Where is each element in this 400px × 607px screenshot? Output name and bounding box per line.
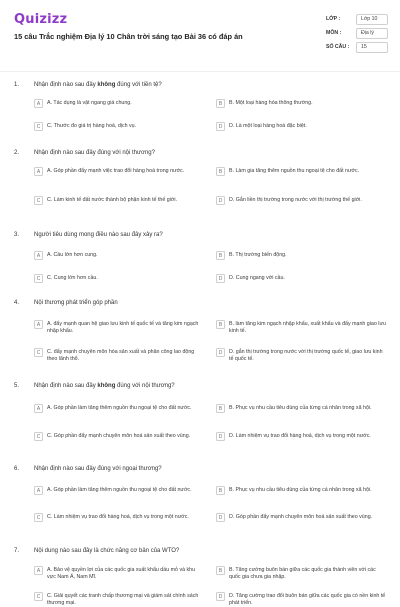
option-letter-box[interactable]: B (216, 404, 225, 413)
option-b[interactable] (216, 486, 386, 495)
option-letter-box[interactable]: D (216, 122, 225, 131)
option-text: D. Góp phần đẩy mạnh chuyên môn hoá sản xuất theo vùng. (229, 514, 373, 520)
option-text: C. Góp phần đẩy mạnh chuyên môn hoá sản xuất theo vùng. (47, 433, 191, 439)
question-text: Nhận định nào sau đây đúng với ngoại thương? (34, 466, 162, 472)
question-text: Nhận định nào sau đây không đúng với tiền tệ? (34, 82, 162, 88)
option-letter-box[interactable]: A (34, 99, 43, 108)
question-text: Nội dung nào sau đây là chức năng cơ bản của WTO? (34, 548, 180, 554)
option-text: D. Là một loại hàng hoá đặc biệt. (229, 123, 307, 129)
option-text: B. Làm gia tăng thêm nguồn thu ngoại tệ cho đất nước. (229, 168, 360, 174)
logo-text: Quizizz (14, 11, 68, 27)
question-number: 5. (14, 383, 20, 389)
option-c[interactable] (34, 122, 204, 131)
option-c[interactable] (34, 432, 204, 441)
option-letter-box[interactable]: C (34, 122, 43, 131)
question-number: 2. (14, 150, 20, 156)
meta-row-count (326, 40, 388, 54)
option-letter-box[interactable]: C (34, 274, 43, 283)
option-c[interactable] (34, 513, 204, 522)
question-number: 1. (14, 82, 20, 88)
meta-value: Lớp 10 (356, 14, 388, 25)
option-b[interactable] (216, 251, 386, 260)
option-text: B. làm tăng kim ngạch nhập khẩu, xuất khẩu và đẩy mạnh giao lưu kinh tế. (229, 321, 386, 334)
option-letter-box[interactable]: D (216, 196, 225, 205)
option-text: A. Tác dụng là vật ngang giá chung. (47, 100, 132, 106)
option-letter-box[interactable]: B (216, 251, 225, 260)
question-text: Nhận định nào sau đây không đúng với nội thương? (34, 383, 175, 389)
option-c[interactable] (34, 274, 204, 283)
worksheet-header (0, 0, 400, 72)
option-d[interactable] (216, 513, 386, 522)
option-c[interactable] (34, 196, 204, 205)
option-letter-box[interactable]: C (34, 592, 43, 601)
quizizz-logo[interactable] (14, 12, 67, 26)
option-text: C. Thước đo giá trị hàng hoá, dịch vụ. (47, 123, 137, 129)
option-text: A. Cầu lớn hơn cung. (47, 252, 98, 258)
option-text: C. đẩy mạnh chuyên môn hóa sản xuất và phân công lao động theo lãnh thổ. (47, 349, 195, 362)
option-a[interactable] (34, 566, 204, 581)
option-d[interactable] (216, 592, 386, 607)
option-text: A. đẩy mạnh quan hệ giao lưu kinh tế quốc tế và tăng kim ngạch nhập khẩu. (47, 321, 199, 334)
option-letter-box[interactable]: A (34, 167, 43, 176)
option-letter-box[interactable]: D (216, 348, 225, 357)
option-letter-box[interactable]: D (216, 592, 225, 601)
question-text: Nội thương phát triển góp phần (34, 300, 118, 306)
page-title: 15 câu Trắc nghiệm Địa lý 10 Chân trời sáng tạo Bài 36 có đáp án (14, 32, 243, 41)
option-text: D. Tăng cường trao đổi buôn bán giữa các quốc gia có nền kinh tế phát triển. (229, 593, 386, 606)
option-a[interactable] (34, 99, 204, 108)
option-text: A. Góp phần làm tăng thêm nguồn thu ngoại tệ cho đất nước. (47, 405, 192, 411)
meta-label: MÔN : (326, 30, 342, 36)
option-letter-box[interactable]: B (216, 566, 225, 575)
option-text: C. Cung lớn hơn cầu. (47, 275, 98, 281)
question-number: 3. (14, 232, 20, 238)
header-divider (0, 71, 400, 72)
option-d[interactable] (216, 196, 386, 205)
option-letter-box[interactable]: C (34, 513, 43, 522)
option-a[interactable] (34, 251, 204, 260)
question-number: 7. (14, 548, 20, 554)
option-text: D. Cung ngang với cầu. (229, 275, 285, 281)
option-text: C. Làm kinh tế đất nước thành bộ phận kinh tế thế giới. (47, 197, 178, 203)
option-text: C. Giải quyết các tranh chấp thương mại và giám sát chính sách thương mại. (47, 593, 199, 606)
option-b[interactable] (216, 167, 386, 176)
option-a[interactable] (34, 486, 204, 495)
option-letter-box[interactable]: A (34, 566, 43, 575)
meta-label: LỚP : (326, 16, 341, 22)
option-letter-box[interactable]: C (34, 196, 43, 205)
meta-value: 15 (356, 42, 388, 53)
option-letter-box[interactable]: B (216, 320, 225, 329)
meta-panel (326, 12, 388, 54)
option-b[interactable] (216, 320, 386, 335)
question-number: 6. (14, 466, 20, 472)
option-text: B. Thị trường biến động. (229, 252, 287, 258)
option-letter-box[interactable]: D (216, 432, 225, 441)
option-text: B. Phục vụ nhu cầu tiêu dùng của từng cá nhân trong xã hội. (229, 487, 372, 493)
option-letter-box[interactable]: B (216, 486, 225, 495)
option-text: A. Góp phần làm tăng thêm nguồn thu ngoại tệ cho đất nước. (47, 487, 192, 493)
meta-label: SỐ CÂU : (326, 44, 350, 50)
option-letter-box[interactable]: A (34, 320, 43, 329)
option-b[interactable] (216, 99, 386, 108)
option-letter-box[interactable]: A (34, 251, 43, 260)
option-d[interactable] (216, 348, 386, 363)
option-b[interactable] (216, 566, 386, 581)
option-d[interactable] (216, 432, 386, 441)
option-letter-box[interactable]: C (34, 348, 43, 357)
option-letter-box[interactable]: A (34, 486, 43, 495)
option-d[interactable] (216, 122, 386, 131)
option-letter-box[interactable]: C (34, 432, 43, 441)
option-c[interactable] (34, 348, 204, 363)
option-letter-box[interactable]: A (34, 404, 43, 413)
question-text: Nhận định nào sau đây đúng với nội thương? (34, 150, 155, 156)
option-letter-box[interactable]: B (216, 167, 225, 176)
option-text: B. Một loại hàng hóa thông thường. (229, 100, 313, 106)
option-text: A. Góp phần đẩy mạnh việc trao đổi hàng hoá trong nước. (47, 168, 185, 174)
option-letter-box[interactable]: B (216, 99, 225, 108)
option-text: D. Gắn liền thị trường trong nước với thị trường thế giới. (229, 197, 362, 203)
option-text: D. Làm nhiệm vụ trao đổi hàng hoá, dịch vụ trong một nước. (229, 433, 371, 439)
meta-row-subject (326, 26, 388, 40)
option-a[interactable] (34, 404, 204, 413)
meta-row-class (326, 12, 388, 26)
meta-value: Địa lý (356, 28, 388, 39)
question-number: 4. (14, 300, 20, 306)
option-c[interactable] (34, 592, 204, 607)
option-letter-box[interactable]: D (216, 513, 225, 522)
option-a[interactable] (34, 167, 204, 176)
option-text: A. Bảo vệ quyền lợi của các quốc gia xuất khẩu dầu mỏ và khu vực Nam Á, Nam Mĩ. (47, 567, 196, 580)
option-b[interactable] (216, 404, 386, 413)
question-text: Người tiêu dùng mong điều nào sau đây xảy ra? (34, 232, 163, 238)
option-a[interactable] (34, 320, 204, 335)
option-text: D. gắn thị trường trong nước với thị trường quốc tế, giao lưu kinh tế quốc tế. (229, 349, 383, 362)
option-text: B. Phục vụ nhu cầu tiêu dùng của từng cá nhân trong xã hội. (229, 405, 372, 411)
option-letter-box[interactable]: D (216, 274, 225, 283)
option-text: B. Tăng cường buôn bán giữa các quốc gia thành viên với các quốc gia chưa gia nhập. (229, 567, 376, 580)
option-d[interactable] (216, 274, 386, 283)
option-text: C. Làm nhiệm vụ trao đổi hàng hoá, dịch vụ trong một nước. (47, 514, 189, 520)
